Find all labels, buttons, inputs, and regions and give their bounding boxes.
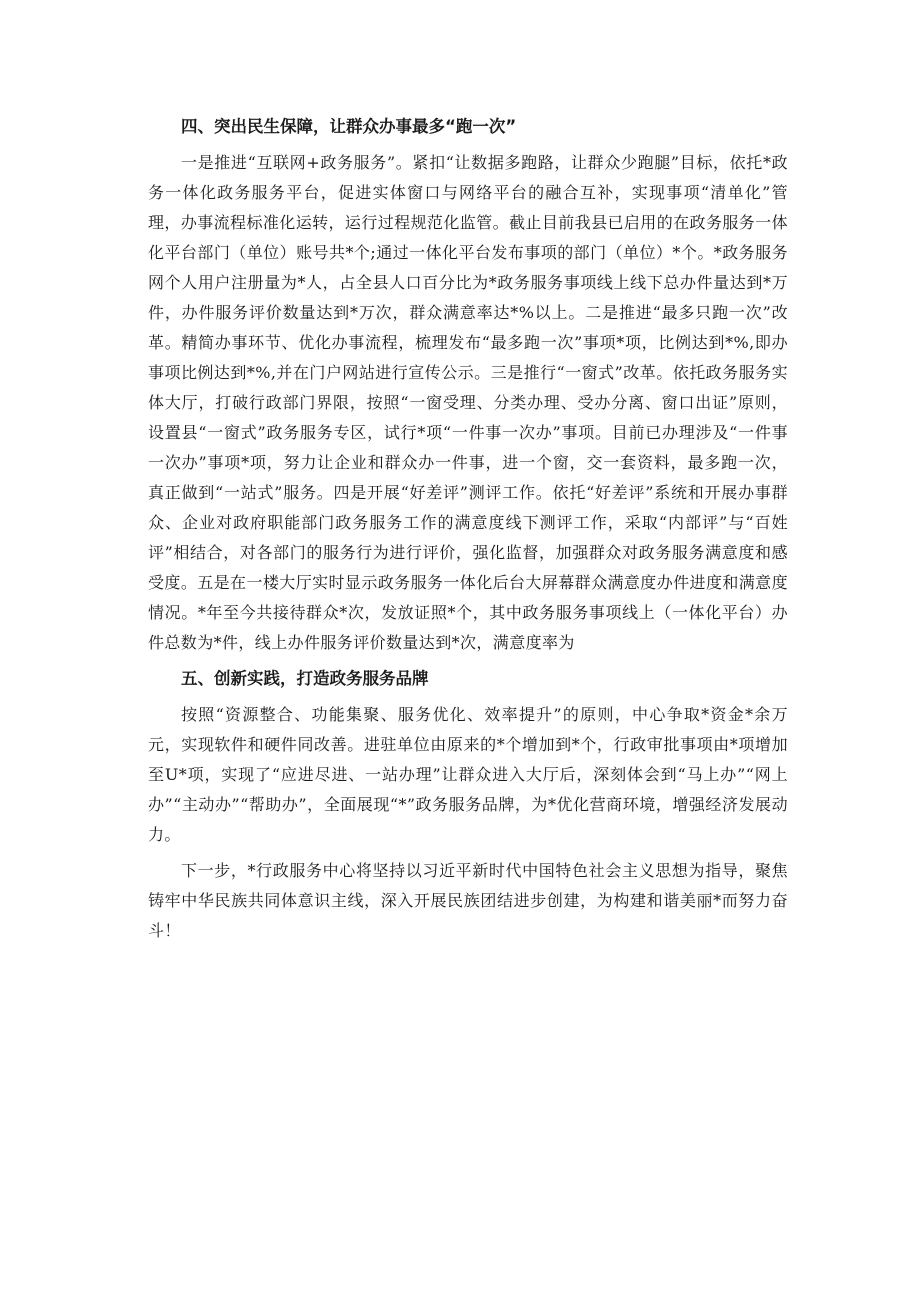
section-heading-4: 四、突出民生保障，让群众办事最多“跑一次” [181,117,517,136]
closing-paragraph: 下一步，*行政服务中心将坚持以习近平新时代中国特色社会主义思想为指导，聚焦铸牢中华民族共同体意识主线，深入开展民族团结进步创建，为构建和谐美丽*而努力奋斗！ [148,861,788,940]
section-5-paragraph: 按照“资源整合、功能集聚、服务优化、效率提升”的原则，中心争取*资金*余万元，实现软件和硬件同改善。进驻单位由原来的*个增加到*个，行政审批事项由*项增加至U*项，实现了“应进尽进、一站办理”让群众进入大厅后，深刻体会到“马上办”“网上办”“主动办”“帮助办”，全面展现“*”政务服务品牌，为*优化营商环境，增强经济发展动力。 [148,705,788,844]
document-body [148,112,788,952]
section-heading-5: 五、创新实践，打造政务服务品牌 [181,669,429,688]
section-4-paragraph: 一是推进“互联网+政务服务”。紧扣“让数据多跑路，让群众少跑腿”目标，依托*政务一体化政务服务平台，促进实体窗口与网络平台的融合互补，实现事项“清单化”管理，办事流程标准化运转，运行过程规范化监管。截止目前我县已启用的在政务服务一体化平台部门（单位）账号共*个;通过一体化平台发布事项的部门（单位）*个。*政务服务网个人用户注册量为*人，占全县人口百分比为*政务服务事项线上线下总办件量达到*万件，办件服务评价数量达到*万次，群众满意率达*%以上。二是推进“最多只跑一次”改革。精简办事环节、优化办事流程，梳理发布“最多跑一次”事项*项，比例达到*%,即办事项比例达到*%,并在门户网站进行宣传公示。三是推行“一窗式”改革。依托政务服务实体大厅，打破行政部门界限，按照“一窗受理、分类办理、受办分离、窗口出证”原则，设置县“一窗式”政务服务专区，试行*项“一件事一次办”事项。目前已办理涉及“一件事一次办”事项*项，努力让企业和群众办一件事，进一个窗，交一套资料，最多跑一次，真正做到“一站式”服务。四是开展“好差评”测评工作。依托“好差评”系统和开展办事群众、企业对政府职能部门政务服务工作的满意度线下测评工作，采取“内部评”与“百姓评”相结合，对各部门的服务行为进行评价，强化监督，加强群众对政务服务满意度和感受度。五是在一楼大厅实时显示政务服务一体化后台大屏幕群众满意度办件进度和满意度情况。*年至今共接待群众*次，发放证照*个，其中政务服务事项线上（一体化平台）办件总数为*件，线上办件服务评价数量达到*次，满意度率为 [148,153,788,652]
